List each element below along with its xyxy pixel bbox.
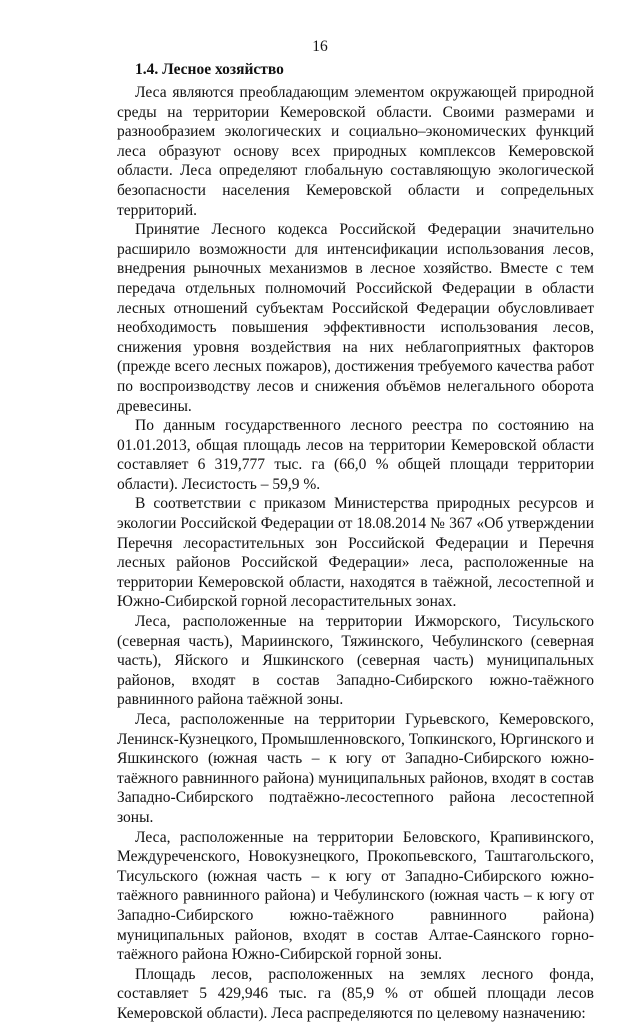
paragraph-taiga-zone: Леса, расположенные на территории Ижморского, Тисульского (северная часть), Мариинского, Тяжинского, Чебулинского (северная часть), Яйского и Яшкинского (северная часть) муниципальных районов, входят в состав Западно-Сибирского южно-таёжного равнинного района таёжной зоны.: [117, 613, 594, 709]
paragraph-forest-fund: Площадь лесов, расположенных на землях лесного фонда, составляет 5 429,946 тыс. га (85,9 % от обшей площади лесов Кемеровской области). Леса распределяются по целевому назначению:: [117, 965, 594, 1022]
page-content: [117, 60, 594, 1024]
paragraph-forest-role: Леса являются преобладающим элементом окружающей природной среды на территории Кемеровской области. Своими размерами и разнообразием экологических и социально–экономических функций леса образуют основу всех природных комплексов Кемеровской области. Леса определяют глобальную составляющую экологической безопасности населения Кемеровской области и сопредельных территорий.: [117, 84, 594, 219]
section-title: 1.4. Лесное хозяйство: [135, 61, 284, 78]
page-number: 16: [312, 38, 328, 55]
paragraph-forest-code: Принятие Лесного кодекса Российской Федерации значительно расширило возможности для интенсификации использования лесов, внедрения рыночных механизмов в лесное хозяйство. Вместе с тем передача отдельных полномочий Российской Федерации в области лесных отношений субъектам Российской Федерации обусловливает необходимость повышения эффективности использования лесов, снижения уровня воздействия на них неблагоприятных факторов (прежде всего лесных пожаров), достижения требуемого качества работ по воспроизводству лесов и снижения объёмов нелегального оборота древесины.: [117, 221, 594, 415]
paragraph-forest-area: По данным государственного лесного реестра по состоянию на 01.01.2013, общая площадь лесов на территории Кемеровской области составляет 6 319,777 тыс. га (66,0 % общей площади территории области). Лесистость – 59,9 %.: [117, 417, 594, 493]
paragraph-forest-zones: В соответствии с приказом Министерства природных ресурсов и экологии Российской Федерации от 18.08.2014 № 367 «Об утверждении Перечня лесорастительных зон Российской Федерации и Перечня лесных районов Российской Федерации» леса, расположенные на территории Кемеровской области, находятся в таёжной, лесостепной и Южно-Сибирской горной лесорастительных зонах.: [117, 495, 594, 611]
paragraph-forest-steppe-zone: Леса, расположенные на территории Гурьевского, Кемеровского, Ленинск-Кузнецкого, Промышленновского, Топкинского, Юргинского и Яшкинского (южная часть – к югу от Западно-Сибирского южно-таёжного равнинного района) муниципальных районов, входят в состав Западно-Сибирского подтаёжно-лесостепного района лесостепной зоны.: [117, 711, 595, 826]
paragraph-mountain-zone: Леса, расположенные на территории Беловского, Крапивинского, Междуреченского, Новокузнецкого, Прокопьевского, Таштагольского, Тисульского (южная часть – к югу от Западно-Сибирского южно-таёжного равнинного района) и Чебулинского (южная часть – к югу от Западно-Сибирского южно-таёжного равнинного района) муниципальных районов, входят в состав Алтае-Саянского горно-таёжного района Южно-Сибирской горной зоны.: [117, 828, 594, 964]
